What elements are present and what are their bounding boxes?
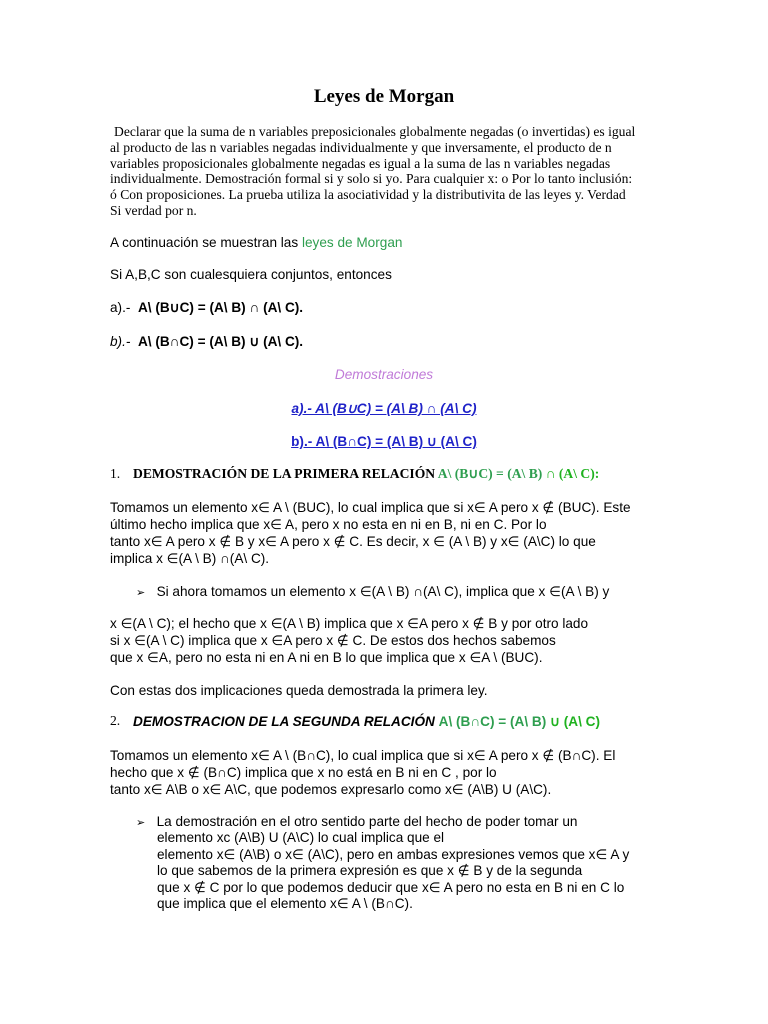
section1-line: implica x ∈(A \ B) ∩(A\ C).	[110, 551, 270, 566]
section2-line: tanto x∈ A\B o x∈ A\C, que podemos expresarlo como x∈ (A\B) U (A\C).	[110, 782, 552, 797]
sets-line: Si A,B,C son cualesquiera conjuntos, entonces	[110, 267, 392, 282]
section2-heading	[133, 713, 600, 730]
section2-number: 2.	[110, 713, 121, 728]
section1-bullet	[136, 583, 609, 601]
section2-bullet-text: La demostración en el otro sentido parte del hecho de poder tomar un	[156, 814, 578, 829]
section1-heading	[133, 466, 599, 482]
section1-cont-line: si x ∈(A \ C) implica que x ∈A pero x ∉ C. De estos dos hechos sabemos	[110, 633, 556, 648]
section1-line: Tomamos un elemento x∈ A \ (BUC), lo cual implica que si x∈ A pero x ∉ (BUC). Este	[110, 500, 631, 515]
leyes-morgan-link[interactable]: leyes de Morgan	[301, 235, 403, 250]
section2-bullet-line: que x ∉ C por lo que podemos deducir que x∈ A pero no esta en B ni en C lo	[157, 880, 625, 895]
law-b-formula: A\ (B∩C) = (A\ B) ∪ (A\ C).	[137, 334, 304, 349]
section2-bullet-line: que implica que el elemento x∈ A \ (B∩C).	[157, 896, 413, 911]
section1-formula: A\ (B∪C) = (A\ B)	[437, 466, 546, 481]
section2-bullet-line: lo que sabemos de la primera expresión es que x ∉ B y de la segunda	[157, 863, 583, 878]
continuation-line	[110, 234, 402, 251]
law-b	[110, 333, 303, 350]
section2-line: hecho que x ∉ (B∩C) implica que x no está en B ni en C , por lo	[110, 765, 497, 780]
section2-formula-end: ∪ (A\ C)	[550, 714, 600, 729]
intro-line: ó Con proposiciones. La prueba utiliza la asociatividad y la distributivita de las leyes y. Verdad	[110, 187, 626, 202]
section1-conclusion: Con estas dos implicaciones queda demostrada la primera ley.	[110, 683, 488, 698]
intro-line: individualmente. Demostración formal si y solo si yo. Para cualquier x: o Por lo tanto inclusión:	[110, 171, 633, 186]
section1-cont-line: que x ∈A, pero no esta ni en A ni en B lo que implica que x ∈A \ (BUC).	[110, 650, 543, 665]
section1-number: 1.	[110, 466, 121, 481]
law-a-label: a).-	[110, 300, 131, 315]
section2-bullet-line: elemento x∈ (A\B) o x∈ (A\C), pero en ambas expresiones vemos que x∈ A y	[157, 847, 630, 862]
section2-line: Tomamos un elemento x∈ A \ (B∩C), lo cual implica que si x∈ A pero x ∉ (B∩C). El	[110, 748, 616, 763]
section2-heading-text: DEMOSTRACION DE LA SEGUNDA RELACIÓN	[133, 714, 435, 729]
section1-line: último hecho implica que x∈ A, pero x no esta en ni en B, ni en C. Por lo	[110, 517, 547, 532]
intro-line: variables proposicionales globalmente negadas es igual a la suma de las n variables negadas	[110, 156, 611, 171]
arrowhead-bullet-icon: ➢	[136, 816, 146, 829]
intro-line: al producto de las n variables negadas individualmente y que inversamente, el producto de n	[110, 140, 612, 155]
demo-b-link[interactable]: b).- A\ (B∩C) = (A\ B) ∪ (A\ C)	[291, 434, 477, 449]
section2-bullet-line: elemento xc (A\B) U (A\C) lo cual implica que el	[157, 830, 445, 845]
section1-heading-text: DEMOSTRACIÓN DE LA PRIMERA RELACIÓN	[133, 466, 436, 481]
section1-bullet-text: Si ahora tomamos un elemento x ∈(A \ B) ∩(A\ C), implica que x ∈(A \ B) y	[156, 584, 610, 599]
demos-heading: Demostraciones	[334, 367, 434, 382]
intro-line: Si verdad por n.	[110, 203, 197, 218]
page-title: Leyes de Morgan	[313, 86, 455, 107]
section1-line: tanto x∈ A pero x ∉ B y x∈ A pero x ∉ C. Es decir, x ∈ (A \ B) y x∈ (A\C) lo que	[110, 534, 596, 549]
section1-cont-line: x ∈(A \ C); el hecho que x ∈(A \ B) implica que x ∈A pero x ∉ B y por otro lado	[110, 616, 589, 631]
demo-a-link[interactable]: a).- A\ (B∪C) = (A\ B) ∩ (A\ C)	[291, 401, 477, 416]
law-b-label: b).-	[110, 334, 131, 349]
intro-line: Declarar que la suma de n variables preposicionales globalmente negadas (o invertidas) es igual	[114, 124, 636, 139]
continuation-text: A continuación se muestran las	[110, 235, 302, 250]
section1-formula-end: ∩ (A\ C):	[545, 466, 600, 481]
arrowhead-bullet-icon: ➢	[136, 586, 146, 599]
law-a-formula: A\ (B∪C) = (A\ B) ∩ (A\ C).	[137, 300, 304, 315]
section2-formula: A\ (B∩C) = (A\ B)	[438, 714, 551, 729]
law-a	[110, 299, 303, 316]
